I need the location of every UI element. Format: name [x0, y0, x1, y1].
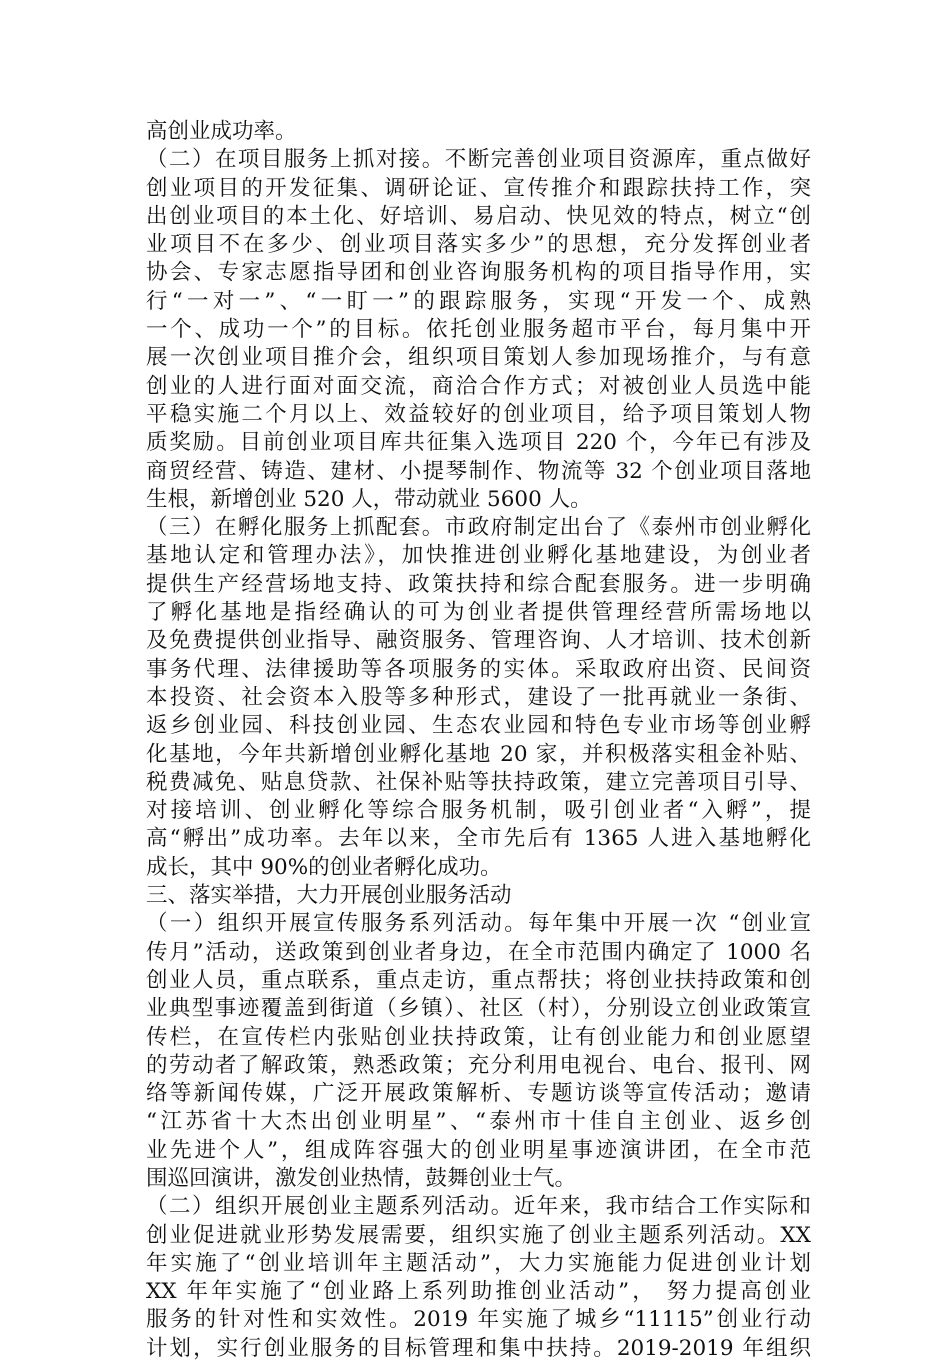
text-line: 高创业成功率。 — [146, 119, 297, 144]
text-line: 质奖励。目前创业项目库共征集入选项目 220 个，今年已有涉及 — [146, 430, 811, 456]
text-line: 返乡创业园、科技创业园、生态农业园和特色专业市场等创业孵 — [146, 713, 811, 739]
text-line: 平稳实施二个月以上、效益较好的创业项目，给予项目策划人物 — [146, 401, 811, 427]
text-line: 一个、成功一个”的目标。依托创业服务超市平台，每月集中开 — [146, 317, 811, 343]
text-line: 本投资、社会资本入股等多种形式，建设了一批再就业一条街、 — [146, 684, 811, 710]
text-line: 协会、专家志愿指导团和创业咨询服务机构的项目指导作用，实 — [146, 260, 811, 286]
text-line: 提供生产经营场地支持、政策扶持和综合配套服务。进一步明确 — [146, 571, 811, 597]
text-line: 基地认定和管理办法》，加快推进创业孵化基地建设，为创业者 — [146, 543, 811, 569]
text-line: 高“孵出”成功率。去年以来，全市先后有 1365 人进入基地孵化 — [146, 826, 811, 852]
text-line: 服务的针对性和实效性。2019 年实施了城乡“11115”创业行动 — [146, 1307, 811, 1333]
text-line: （二）在项目服务上抓对接。不断完善创业项目资源库，重点做好 — [146, 147, 811, 173]
text-line: 展一次创业项目推介会，组织项目策划人参加现场推介，与有意 — [146, 345, 811, 371]
text-line: “江苏省十大杰出创业明星”、“泰州市十佳自主创业、返乡创 — [146, 1109, 811, 1135]
text-line: 创业的人进行面对面交流，商洽合作方式；对被创业人员选中能 — [146, 373, 811, 399]
text-line: 创业人员，重点联系，重点走访，重点帮扶；将创业扶持政策和创 — [146, 967, 811, 993]
text-line: 了孵化基地是指经确认的可为创业者提供管理经营所需场地以 — [146, 600, 811, 626]
text-line: 及免费提供创业指导、融资服务、管理咨询、人才培训、技术创新 — [146, 628, 811, 654]
text-line: 业先进个人”，组成阵容强大的创业明星事迹演讲团，在全市范 — [146, 1137, 811, 1163]
text-line: 创业项目的开发征集、调研论证、宣传推介和跟踪扶持工作，突 — [146, 175, 811, 201]
text-line: （二）组织开展创业主题系列活动。近年来，我市结合工作实际和 — [146, 1194, 811, 1220]
text-line: 生根，新增创业 520 人，带动就业 5600 人。 — [146, 486, 592, 512]
text-line: 的劳动者了解政策，熟悉政策；充分利用电视台、电台、报刊、网 — [146, 1052, 811, 1078]
text-line: 对接培训、创业孵化等综合服务机制，吸引创业者“入孵”，提 — [146, 798, 811, 824]
text-line: 成长，其中 90%的创业者孵化成功。 — [146, 854, 502, 880]
text-line: （一）组织开展宣传服务系列活动。每年集中开展一次 “创业宣 — [146, 911, 811, 937]
text-line: 行“一对一”、“一盯一”的跟踪服务，实现“开发一个、成熟 — [146, 288, 811, 314]
text-line: 年实施了“创业培训年主题活动”，大力实施能力促进创业计划 — [146, 1250, 811, 1276]
text-line: 围巡回演讲，激发创业热情，鼓舞创业士气。 — [146, 1165, 577, 1191]
document-body — [146, 118, 811, 1363]
text-line: 商贸经营、铸造、建材、小提琴制作、物流等 32 个创业项目落地 — [146, 458, 811, 484]
text-line: （三）在孵化服务上抓配套。市政府制定出台了《泰州市创业孵化 — [146, 515, 811, 541]
text-line: 出创业项目的本土化、好培训、易启动、快见效的特点，树立“创 — [146, 203, 811, 229]
text-line: 业典型事迹覆盖到街道（乡镇）、社区（村），分别设立创业政策宣 — [146, 996, 811, 1022]
text-line: 事务代理、法律援助等各项服务的实体。采取政府出资、民间资 — [146, 656, 811, 682]
text-line: 络等新闻传媒，广泛开展政策解析、专题访谈等宣传活动；邀请 — [146, 1081, 811, 1107]
text-line: 创业促进就业形势发展需要，组织实施了创业主题系列活动。XX — [146, 1222, 811, 1248]
text-line: 计划，实行创业服务的目标管理和集中扶持。2019-2019 年组织 — [146, 1335, 811, 1361]
text-line: XX 年年实施了“创业路上系列助推创业活动”， 努力提高创业 — [146, 1279, 811, 1305]
text-line: 传月”活动，送政策到创业者身边，在全市范围内确定了 1000 名 — [146, 939, 811, 965]
text-line: 税费减免、贴息贷款、社保补贴等扶持政策，建立完善项目引导、 — [146, 769, 811, 795]
text-line: 业项目不在多少、创业项目落实多少”的思想，充分发挥创业者 — [146, 232, 811, 258]
section-heading: 三、落实举措，大力开展创业服务活动 — [146, 883, 512, 909]
text-line: 化基地，今年共新增创业孵化基地 20 家，并积极落实租金补贴、 — [146, 741, 811, 767]
text-line: 传栏，在宣传栏内张贴创业扶持政策，让有创业能力和创业愿望 — [146, 1024, 811, 1050]
